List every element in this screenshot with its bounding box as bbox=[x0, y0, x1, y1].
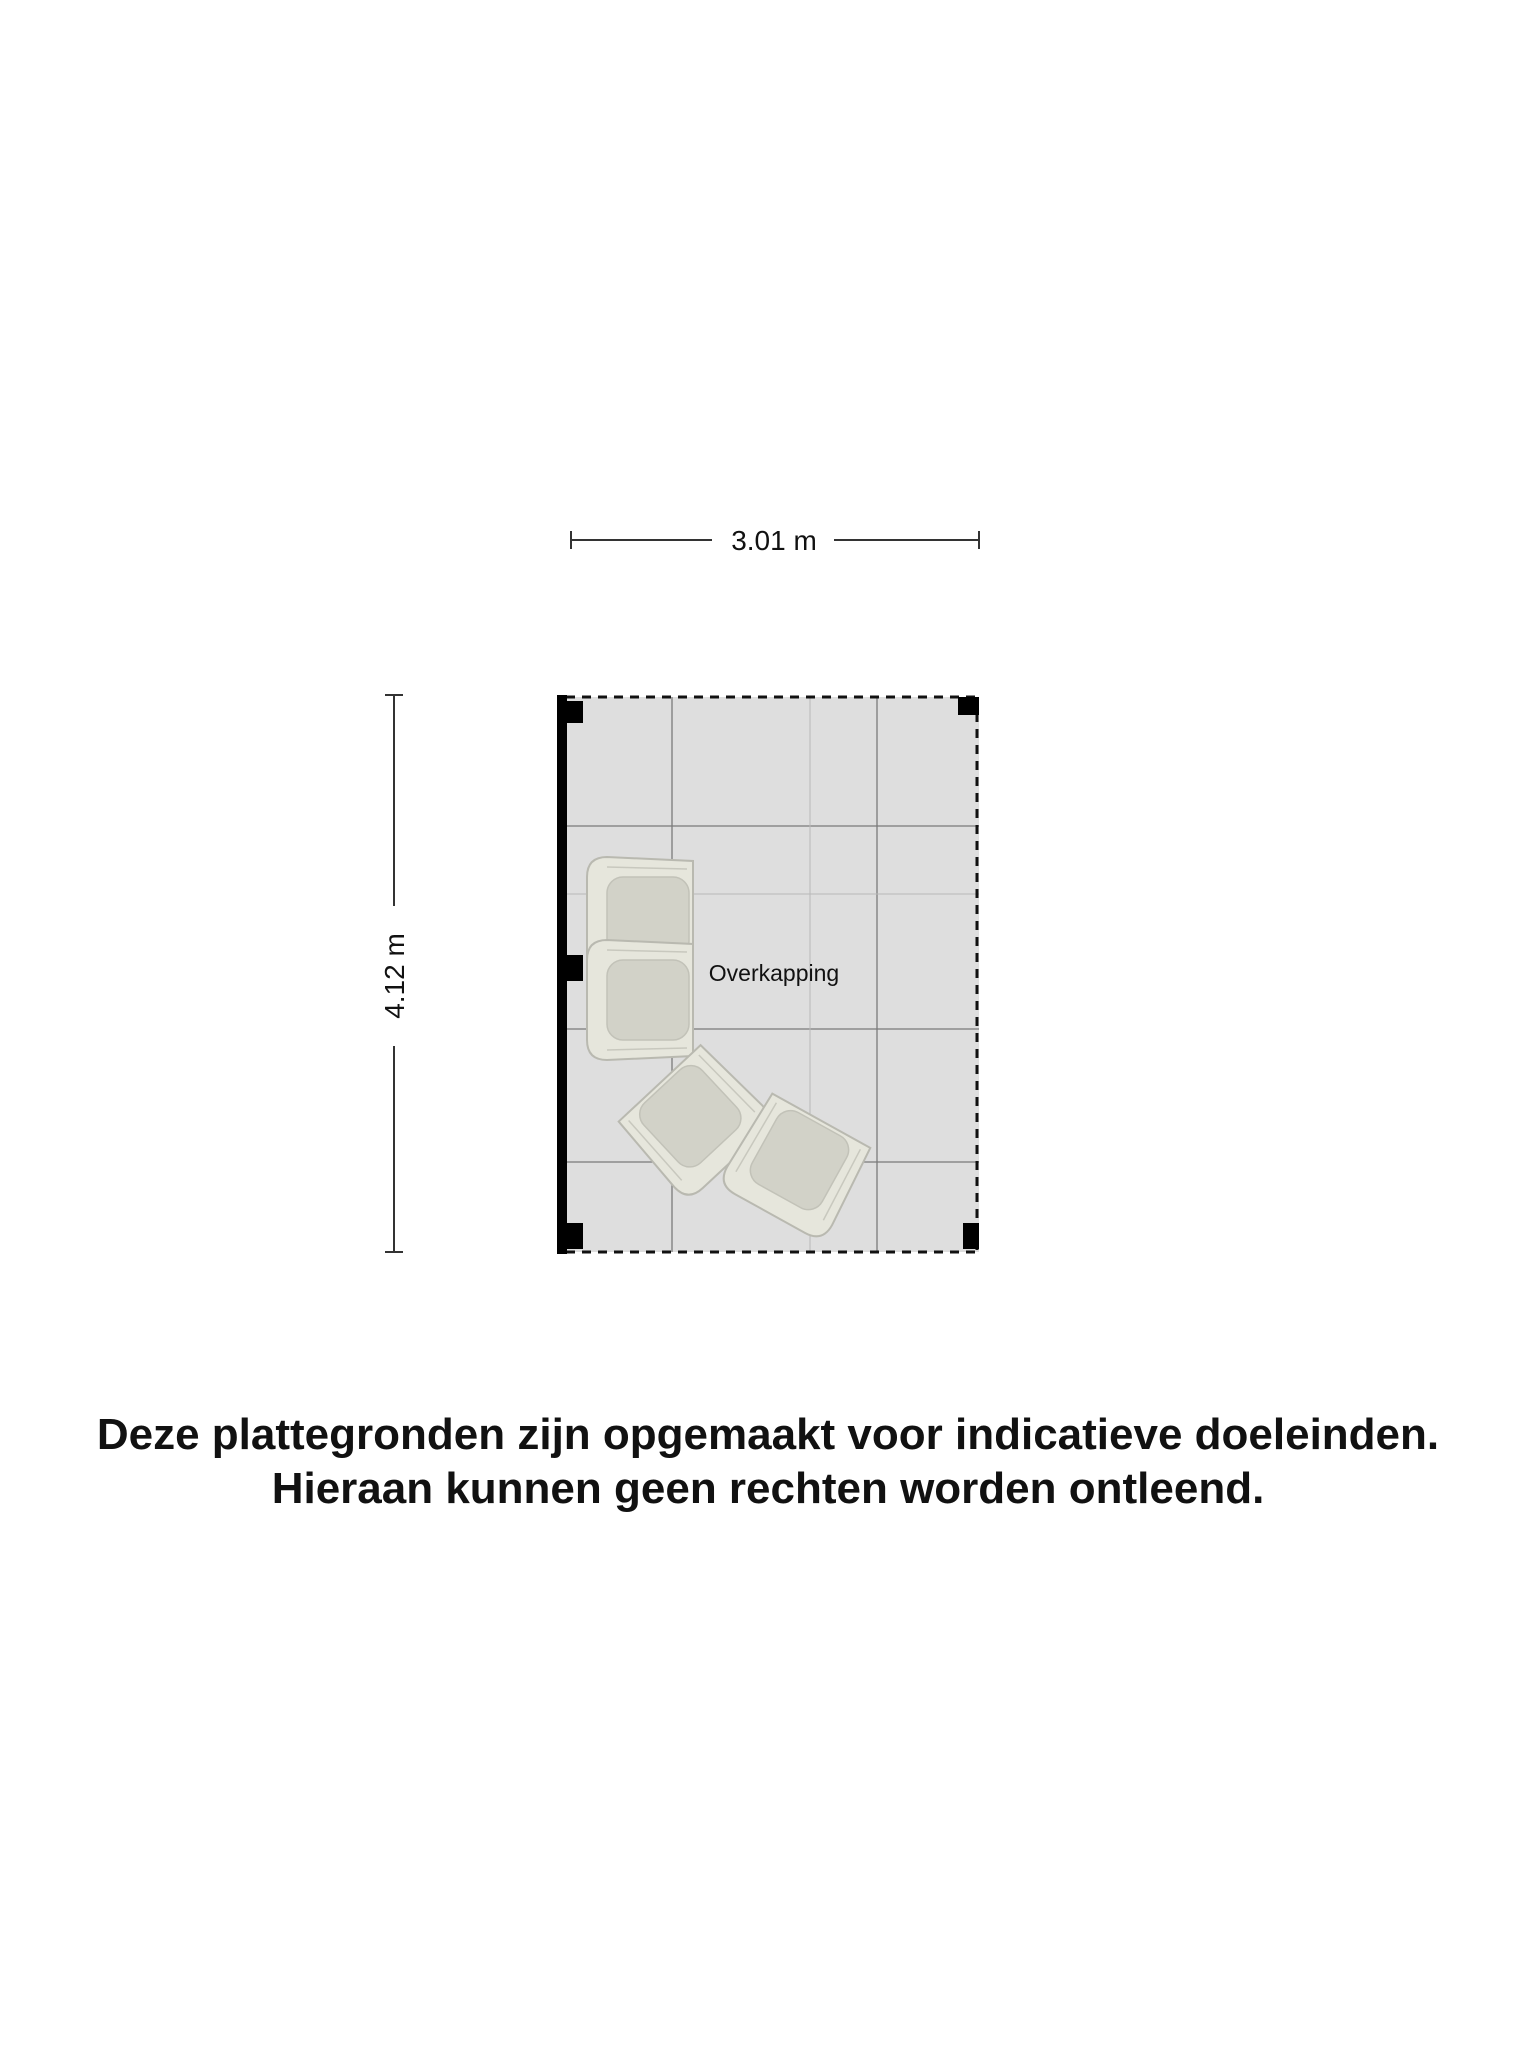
room-label: Overkapping bbox=[708, 960, 840, 986]
width-dimension-label: 3.01 m bbox=[731, 525, 817, 556]
disclaimer-line-1: Deze plattegronden zijn opgemaakt voor indicatieve doeleinden. bbox=[96, 1410, 1440, 1459]
height-dimension bbox=[379, 695, 410, 1252]
wall-left bbox=[557, 695, 567, 1254]
post-top-right bbox=[958, 697, 979, 715]
disclaimer-line-2: Hieraan kunnen geen rechten worden ontleend. bbox=[271, 1464, 1265, 1513]
width-dimension bbox=[571, 525, 979, 556]
disclaimer-text bbox=[0, 1408, 1536, 1516]
height-dimension-label: 4.12 m bbox=[379, 933, 410, 1019]
post-middle-left bbox=[566, 955, 583, 981]
chair-icon bbox=[587, 940, 693, 1060]
post-bottom-right bbox=[963, 1223, 979, 1249]
post-bottom-left bbox=[566, 1223, 583, 1249]
post-top-left bbox=[566, 701, 583, 723]
